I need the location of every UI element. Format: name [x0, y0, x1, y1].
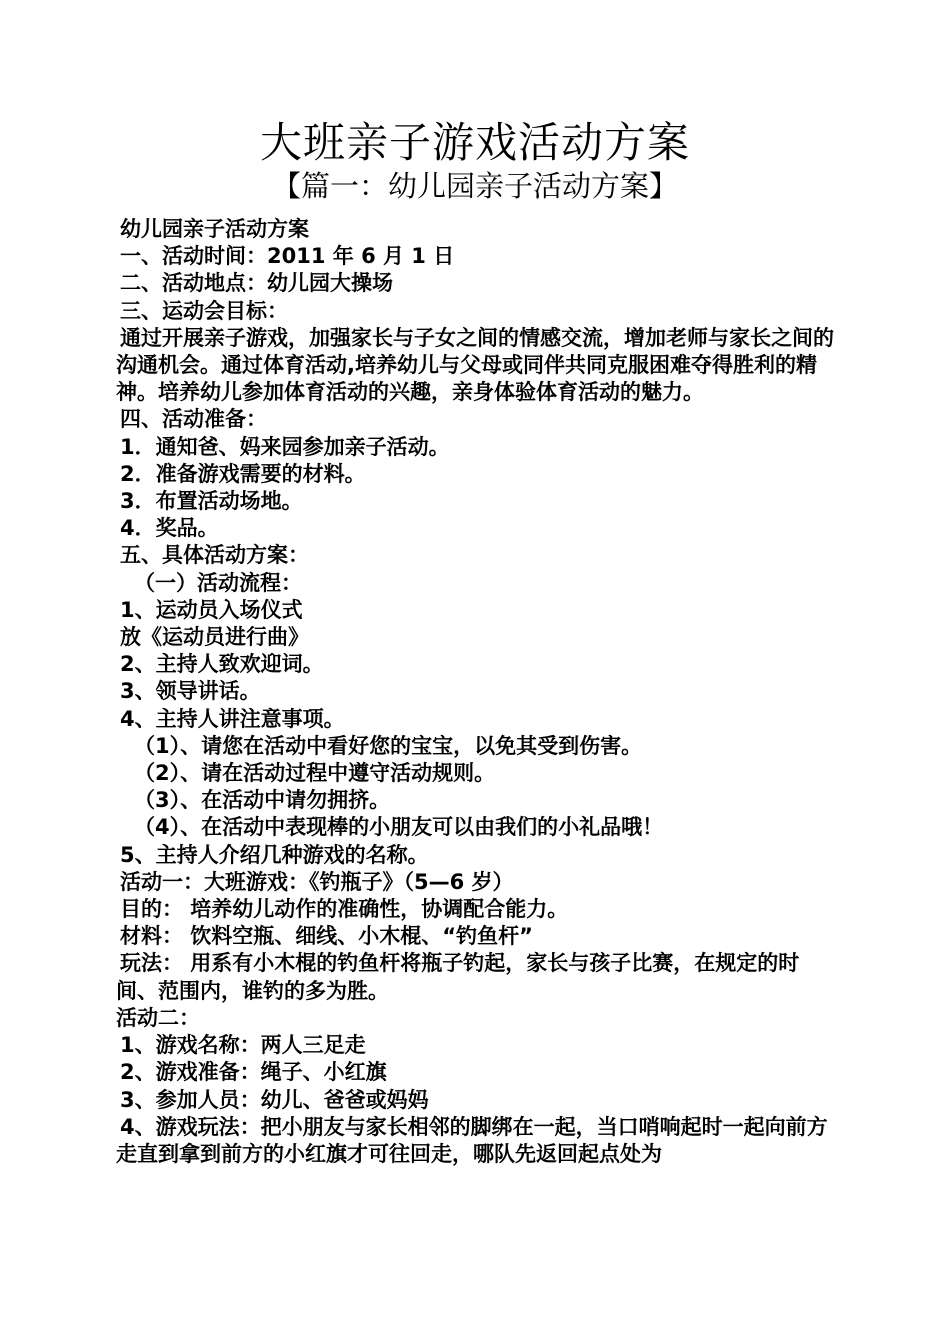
- note-item: （1）、请您在活动中看好您的宝宝，以免其受到伤害。: [134, 733, 643, 758]
- section-time: 一、活动时间：2011 年 6 月 1 日: [120, 244, 455, 269]
- note-item: （4）、在活动中表现棒的小朋友可以由我们的小礼品哦！: [134, 815, 664, 840]
- game2-item: 1、游戏名称：两人三足走: [120, 1033, 366, 1058]
- section-plan: 五、具体活动方案：: [120, 543, 309, 568]
- note-item: （2）、请在活动过程中遵守活动规则。: [134, 761, 496, 786]
- flow-item: 4、主持人讲注意事项。: [120, 706, 345, 731]
- prep-item: 2．准备游戏需要的材料。: [120, 461, 366, 486]
- flow-item: 3、领导讲话。: [120, 679, 261, 704]
- game2-title: 活动二：: [116, 1005, 200, 1030]
- body-heading: 幼儿园亲子活动方案: [120, 217, 309, 241]
- section-location: 二、活动地点：幼儿园大操场: [120, 271, 393, 296]
- flow-item: 放《运动员进行曲》: [120, 625, 309, 650]
- document-title: 大班亲子游戏活动方案: [259, 118, 690, 167]
- document-body: [116, 216, 836, 1168]
- flow-item: 5、主持人介绍几种游戏的名称。: [120, 842, 429, 867]
- prep-item: 3．布置活动场地。: [120, 489, 303, 514]
- game1-goal: 目的： 培养幼儿动作的准确性，协调配合能力。: [120, 897, 569, 922]
- game1-play: 玩法： 用系有小木棍的钓鱼杆将瓶子钓起，家长与孩子比赛，在规定的时间、范围内，谁钓的多为胜。: [116, 951, 800, 1003]
- game1-title: 活动一：大班游戏：《钓瓶子》（5—6 岁）: [120, 869, 514, 894]
- game2-play: 4、游戏玩法：把小朋友与家长相邻的脚绑在一起，当口哨响起时一起向前方走直到拿到前方的小红旗才可往回走，哪队先返回起点处为: [116, 1114, 828, 1166]
- prep-item: 1．通知爸、妈来园参加亲子活动。: [120, 434, 450, 459]
- game1-material: 材料： 饮料空瓶、细线、小木棍、“钓鱼杆”: [120, 924, 533, 949]
- game2-item: 2、游戏准备：绳子、小红旗: [120, 1060, 387, 1085]
- flow-item: 2、主持人致欢迎词。: [120, 652, 324, 677]
- note-item: （3）、在活动中请勿拥挤。: [134, 788, 391, 813]
- flow-item: 1、运动员入场仪式: [120, 597, 303, 622]
- game2-item: 3、参加人员：幼儿、爸爸或妈妈: [120, 1087, 429, 1112]
- document-subtitle: 【篇一：幼儿园亲子活动方案】: [271, 169, 678, 203]
- goals-paragraph: 通过开展亲子游戏，加强家长与子女之间的情感交流，增加老师与家长之间的沟通机会。通过体育活动,培养幼儿与父母或同伴共同克服困难夺得胜利的精神。培养幼儿参加体育活动的兴趣，亲身体验体育活动的魅力。: [116, 325, 834, 405]
- subsection-flow: （一）活动流程：: [134, 570, 302, 595]
- section-goals: 三、运动会目标：: [120, 298, 288, 323]
- prep-item: 4．奖品。: [120, 516, 219, 541]
- section-preparation: 四、活动准备：: [120, 407, 267, 432]
